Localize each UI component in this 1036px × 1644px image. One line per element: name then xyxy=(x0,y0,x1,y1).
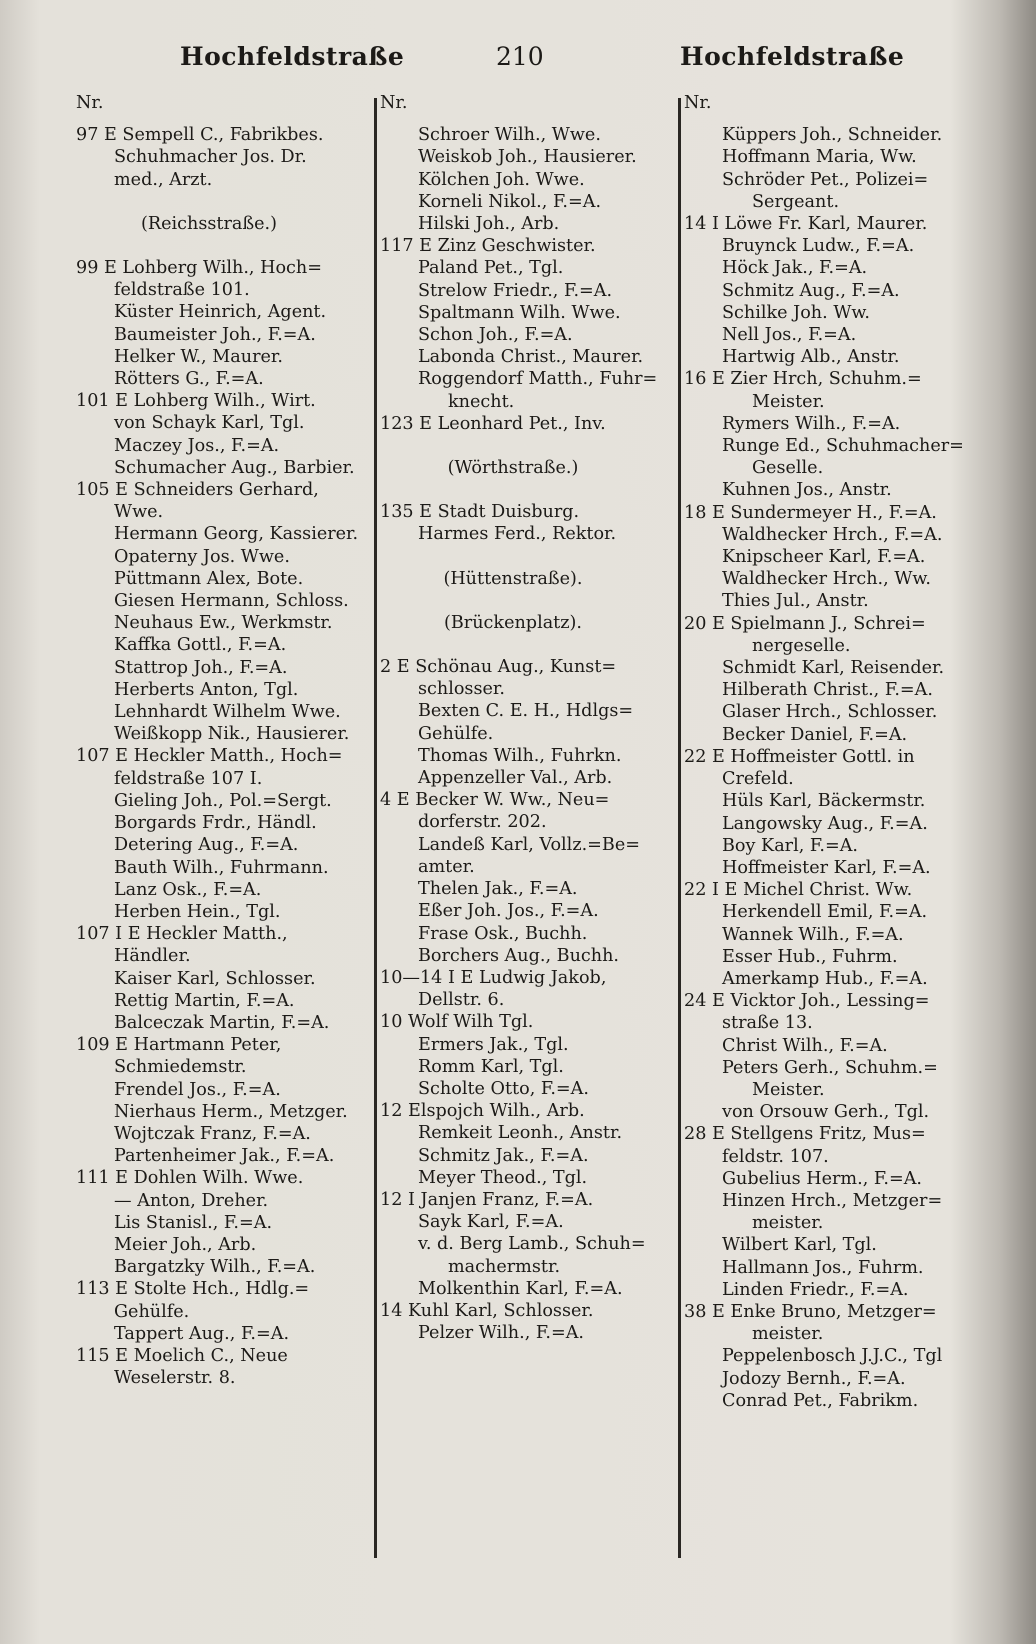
entry: Schmidt Karl, Reisender. xyxy=(722,658,945,679)
entry: — Anton, Dreher. xyxy=(114,1190,269,1211)
entry: Weiskob Joh., Hausierer. xyxy=(418,147,637,168)
entry: Hartwig Alb., Anstr. xyxy=(722,347,900,368)
entry: Scholte Otto, F.=A. xyxy=(418,1078,589,1099)
entry: Hoffmeister Karl, F.=A. xyxy=(722,857,931,878)
entry: schlosser. xyxy=(418,679,505,700)
entry: 107 I E Heckler Matth., xyxy=(76,924,288,945)
entry: Esser Hub., Fuhrm. xyxy=(722,946,898,967)
entry: 14 Kuhl Karl, Schlosser. xyxy=(380,1300,594,1321)
entry: Kaffka Gottl., F.=A. xyxy=(114,635,287,656)
entry: Neuhaus Ew., Werkmstr. xyxy=(114,613,333,634)
entry: Labonda Christ., Maurer. xyxy=(418,347,644,368)
entry: Borgards Frdr., Händl. xyxy=(114,813,317,834)
entry: 12 I Janjen Franz, F.=A. xyxy=(380,1189,594,1210)
entry: Meister. xyxy=(752,1079,825,1100)
entry: Meier Joh., Arb. xyxy=(114,1234,257,1255)
entry: 105 E Schneiders Gerhard, xyxy=(76,480,319,501)
entry: Hilberath Christ., F.=A. xyxy=(722,680,933,701)
entry: Dellstr. 6. xyxy=(418,990,505,1011)
entry: Hüls Karl, Bäckermstr. xyxy=(722,791,926,812)
entry: 18 E Sundermeyer H., F.=A. xyxy=(684,502,937,523)
entry: 123 E Leonhard Pet., Inv. xyxy=(380,413,606,434)
entry: Baumeister Joh., F.=A. xyxy=(114,324,316,345)
entry: Gieling Joh., Pol.=Sergt. xyxy=(114,790,332,811)
entry: Detering Aug., F.=A. xyxy=(114,835,299,856)
entry: Romm Karl, Tgl. xyxy=(418,1056,564,1077)
entry: feldstraße 101. xyxy=(114,280,250,301)
entry: 10 Wolf Wilh Tgl. xyxy=(380,1012,534,1033)
entry: Küster Heinrich, Agent. xyxy=(114,302,327,323)
entry: knecht. xyxy=(448,391,515,412)
entry: Gubelius Herm., F.=A. xyxy=(722,1168,922,1189)
entry: Giesen Hermann, Schloss. xyxy=(114,591,349,612)
entry: Hilski Joh., Arb. xyxy=(418,214,560,235)
entry: Herberts Anton, Tgl. xyxy=(114,679,299,700)
entry: Schuhmacher Jos. Dr. xyxy=(114,147,307,168)
entry: 107 E Heckler Matth., Hoch= xyxy=(76,746,343,767)
entry: Wojtczak Franz, F.=A. xyxy=(114,1123,311,1144)
entry: Schröder Pet., Polizei= xyxy=(722,169,929,190)
entry: Nell Jos., F.=A. xyxy=(722,325,857,346)
entry: Lis Stanisl., F.=A. xyxy=(114,1212,273,1233)
page-header xyxy=(0,38,1036,78)
entry: Maczey Jos., F.=A. xyxy=(114,435,280,456)
entry: Gehülfe. xyxy=(114,1301,190,1322)
entry: 109 E Hartmann Peter, xyxy=(76,1035,282,1056)
entry: Rötters G., F.=A. xyxy=(114,369,264,390)
entry: Thomas Wilh., Fuhrkn. xyxy=(418,745,622,766)
entry: von Orsouw Gerh., Tgl. xyxy=(722,1102,930,1123)
nr-heading: Nr. xyxy=(76,93,104,113)
entry: Amerkamp Hub., F.=A. xyxy=(722,968,928,989)
entry: 117 E Zinz Geschwister. xyxy=(380,236,596,257)
entry: Conrad Pet., Fabrikm. xyxy=(722,1390,919,1411)
entry: Herkendell Emil, F.=A. xyxy=(722,902,928,923)
entry: Knipscheer Karl, F.=A. xyxy=(722,547,926,568)
entry: Runge Ed., Schuhmacher= xyxy=(722,436,964,457)
entry: Roggendorf Matth., Fuhr= xyxy=(418,369,658,390)
entry: Waldhecker Hrch., Ww. xyxy=(722,569,931,590)
entry: Frendel Jos., F.=A. xyxy=(114,1079,281,1100)
entry: 111 E Dohlen Wilh. Wwe. xyxy=(76,1168,304,1189)
entry: Borchers Aug., Buchh. xyxy=(418,945,620,966)
entry: 12 Elspojch Wilh., Arb. xyxy=(380,1101,585,1122)
entry: Thies Jul., Anstr. xyxy=(722,591,869,612)
entry: Bauth Wilh., Fuhrmann. xyxy=(114,857,329,878)
entry: Weselerstr. 8. xyxy=(114,1368,236,1389)
running-head-left: Hochfeldstraße xyxy=(180,42,405,71)
entry: Meister. xyxy=(752,391,825,412)
entry: Christ Wilh., F.=A. xyxy=(722,1035,888,1056)
entry: Peters Gerh., Schuhm.= xyxy=(722,1057,938,1078)
entry: Frase Osk., Buchh. xyxy=(418,923,588,944)
nr-heading: Nr. xyxy=(684,93,712,113)
entry: Eßer Joh. Jos., F.=A. xyxy=(418,901,599,922)
entry: Molkenthin Karl, F.=A. xyxy=(418,1278,623,1299)
entry: 22 E Hoffmeister Gottl. in xyxy=(684,746,915,767)
entry: 38 E Enke Bruno, Metzger= xyxy=(684,1301,937,1322)
entry: Schon Joh., F.=A. xyxy=(418,325,573,346)
entry: Sergeant. xyxy=(752,191,840,212)
entry: Höck Jak., F.=A. xyxy=(722,258,868,279)
entry: Bruynck Ludw., F.=A. xyxy=(722,236,915,257)
column-2 xyxy=(380,92,676,1344)
entry: Kuhnen Jos., Anstr. xyxy=(722,480,892,501)
entry: Rymers Wilh., F.=A. xyxy=(722,413,901,434)
entry: meister. xyxy=(752,1213,824,1234)
entry: Korneli Nikol., F.=A. xyxy=(418,191,602,212)
entry: Glaser Hrch., Schlosser. xyxy=(722,702,938,723)
entry: Waldhecker Hrch., F.=A. xyxy=(722,524,943,545)
entry: Schmitz Aug., F.=A. xyxy=(722,280,900,301)
entry: 101 E Lohberg Wilh., Wirt. xyxy=(76,391,316,412)
entry: machermstr. xyxy=(448,1256,561,1277)
column-3 xyxy=(684,92,984,1412)
entry: Hermann Georg, Kassierer. xyxy=(114,524,359,545)
entry: 10—14 I E Ludwig Jakob, xyxy=(380,967,607,988)
entry: straße 13. xyxy=(722,1013,813,1034)
entry: Landeß Karl, Vollz.=Be= xyxy=(418,834,641,855)
entry: Hallmann Jos., Fuhrm. xyxy=(722,1257,924,1278)
entry: Pelzer Wilh., F.=A. xyxy=(418,1323,585,1344)
entry: Lanz Osk., F.=A. xyxy=(114,879,262,900)
entry: dorferstr. 202. xyxy=(418,812,547,833)
entry: Gehülfe. xyxy=(418,723,494,744)
street-heading: (Wörthstraße.) xyxy=(447,458,579,479)
entry: Appenzeller Val., Arb. xyxy=(418,768,613,789)
entry: 16 E Zier Hrch, Schuhm.= xyxy=(684,369,922,390)
entry: Schumacher Aug., Barbier. xyxy=(114,457,355,478)
entry: 14 I Löwe Fr. Karl, Maurer. xyxy=(684,214,928,235)
entry: 22 I E Michel Christ. Ww. xyxy=(684,880,913,901)
entry: Linden Friedr., F.=A. xyxy=(722,1279,909,1300)
entry: Wilbert Karl, Tgl. xyxy=(722,1235,877,1256)
entry: feldstr. 107. xyxy=(722,1146,829,1167)
entry: Remkeit Leonh., Anstr. xyxy=(418,1123,623,1144)
entry: Schilke Joh. Ww. xyxy=(722,302,870,323)
entry: 20 E Spielmann J., Schrei= xyxy=(684,613,926,634)
entry: Hinzen Hrch., Metzger= xyxy=(722,1190,943,1211)
column-1 xyxy=(76,92,372,1389)
street-heading: (Reichsstraße.) xyxy=(141,213,277,234)
page-number: 210 xyxy=(496,42,544,71)
entry: Balceczak Martin, F.=A. xyxy=(114,1012,330,1033)
entry: Bargatzky Wilh., F.=A. xyxy=(114,1257,316,1278)
entry: Wannek Wilh., F.=A. xyxy=(722,924,904,945)
entry: Kaiser Karl, Schlosser. xyxy=(114,968,316,989)
entry: Paland Pet., Tgl. xyxy=(418,258,564,279)
entry: Püttmann Alex, Bote. xyxy=(114,568,304,589)
column-divider-1 xyxy=(374,98,377,1558)
entry: 28 E Stellgens Fritz, Mus= xyxy=(684,1124,926,1145)
entry: 4 E Becker W. Ww., Neu= xyxy=(380,790,610,811)
entry: Harmes Ferd., Rektor. xyxy=(418,524,617,545)
entry: Meyer Theod., Tgl. xyxy=(418,1167,588,1188)
entry: 99 E Lohberg Wilh., Hoch= xyxy=(76,258,322,279)
running-head-right: Hochfeldstraße xyxy=(680,42,905,71)
entry: Weißkopp Nik., Hausierer. xyxy=(114,724,350,745)
entry: Partenheimer Jak., F.=A. xyxy=(114,1146,335,1167)
entry: Kölchen Joh. Wwe. xyxy=(418,169,585,190)
entry: meister. xyxy=(752,1324,824,1345)
entry: 135 E Stadt Duisburg. xyxy=(380,502,580,523)
entry: feldstraße 107 I. xyxy=(114,768,263,789)
entry: 24 E Vicktor Joh., Lessing= xyxy=(684,991,930,1012)
entry: amter. xyxy=(418,856,475,877)
entry: Bexten C. E. H., Hdlgs= xyxy=(418,701,634,722)
entry: nergeselle. xyxy=(752,635,851,656)
entry: Sayk Karl, F.=A. xyxy=(418,1212,564,1233)
entry: Peppelenbosch J.J.C., Tgl xyxy=(722,1346,943,1367)
entry: 115 E Moelich C., Neue xyxy=(76,1345,288,1366)
entry: Boy Karl, F.=A. xyxy=(722,835,859,856)
entry: Nierhaus Herm., Metzger. xyxy=(114,1101,348,1122)
entry: Becker Daniel, F.=A. xyxy=(722,724,908,745)
entry: Spaltmann Wilh. Wwe. xyxy=(418,302,621,323)
entry: Ermers Jak., Tgl. xyxy=(418,1034,569,1055)
entry: Opaterny Jos. Wwe. xyxy=(114,546,290,567)
entry: Händler. xyxy=(114,946,191,967)
street-heading: (Hüttenstraße). xyxy=(443,568,583,589)
entry: Schmitz Jak., F.=A. xyxy=(418,1145,589,1166)
column-divider-2 xyxy=(678,98,681,1558)
entry: 113 E Stolte Hch., Hdlg.= xyxy=(76,1279,310,1300)
entry: Küppers Joh., Schneider. xyxy=(722,125,943,146)
entry: Geselle. xyxy=(752,458,824,479)
entry: med., Arzt. xyxy=(114,169,213,190)
entry: Strelow Friedr., F.=A. xyxy=(418,280,613,301)
entry: Tappert Aug., F.=A. xyxy=(114,1323,290,1344)
entry: Helker W., Maurer. xyxy=(114,346,283,367)
entry: Schroer Wilh., Wwe. xyxy=(418,125,601,146)
entry: Schmiedemstr. xyxy=(114,1057,247,1078)
entry: Crefeld. xyxy=(722,769,794,790)
entry: Hoffmann Maria, Ww. xyxy=(722,147,917,168)
entry: Lehnhardt Wilhelm Wwe. xyxy=(114,702,341,723)
entry: Wwe. xyxy=(114,502,164,523)
entry: 2 E Schönau Aug., Kunst= xyxy=(380,657,617,678)
entry: Stattrop Joh., F.=A. xyxy=(114,657,288,678)
nr-heading: Nr. xyxy=(380,93,408,113)
entry: 97 E Sempell C., Fabrikbes. xyxy=(76,125,324,146)
entry: Rettig Martin, F.=A. xyxy=(114,990,295,1011)
entry: von Schayk Karl, Tgl. xyxy=(114,413,305,434)
entry: Langowsky Aug., F.=A. xyxy=(722,813,928,834)
entry: Jodozy Bernh., F.=A. xyxy=(722,1368,906,1389)
street-heading: (Brückenplatz). xyxy=(444,612,582,633)
entry: v. d. Berg Lamb., Schuh= xyxy=(418,1234,646,1255)
entry: Thelen Jak., F.=A. xyxy=(418,879,578,900)
entry: Herben Hein., Tgl. xyxy=(114,901,281,922)
